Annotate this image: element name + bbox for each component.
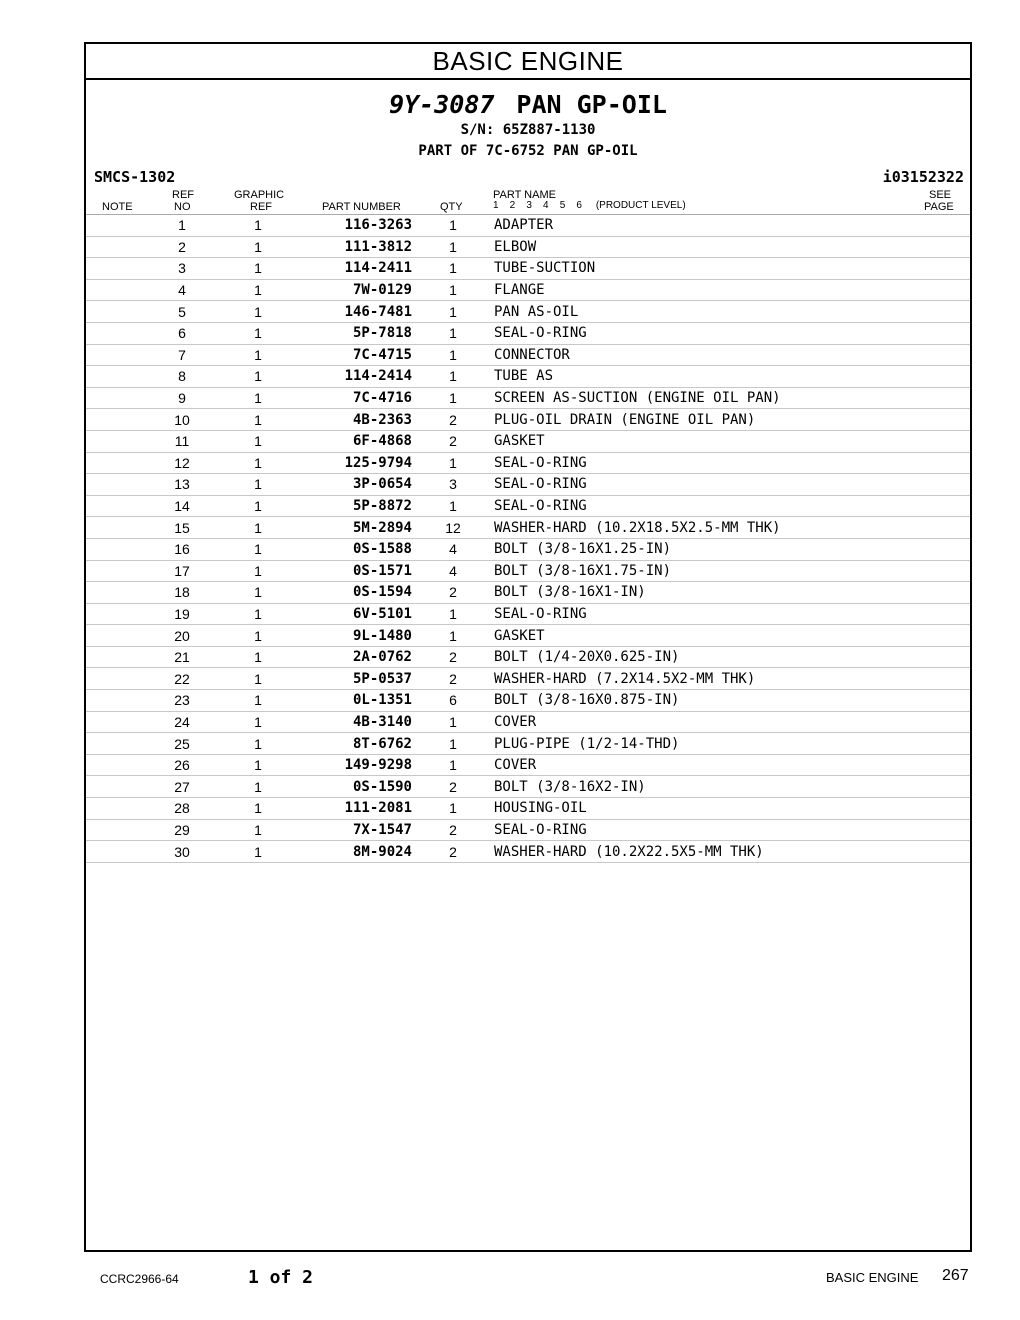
quantity: 2 bbox=[412, 668, 494, 690]
part-name: COVER bbox=[494, 711, 910, 733]
note-cell bbox=[86, 322, 150, 344]
quantity: 1 bbox=[412, 279, 494, 301]
quantity: 1 bbox=[412, 301, 494, 323]
graphic-ref: 1 bbox=[214, 690, 302, 712]
part-number: 9L-1480 bbox=[302, 625, 412, 647]
part-number: 7X-1547 bbox=[302, 819, 412, 841]
ref-number: 11 bbox=[150, 430, 214, 452]
part-name: SEAL-O-RING bbox=[494, 322, 910, 344]
note-cell bbox=[86, 366, 150, 388]
part-number: 5P-7818 bbox=[302, 322, 412, 344]
table-row bbox=[86, 344, 970, 366]
graphic-ref: 1 bbox=[214, 236, 302, 258]
see-page bbox=[910, 344, 970, 366]
table-row bbox=[86, 495, 970, 517]
part-name: CONNECTOR bbox=[494, 344, 910, 366]
part-number: 0S-1590 bbox=[302, 776, 412, 798]
part-name: BOLT (3/8-16X1.75-IN) bbox=[494, 560, 910, 582]
part-name: PLUG-OIL DRAIN (ENGINE OIL PAN) bbox=[494, 409, 910, 431]
group-name: PAN GP-OIL bbox=[516, 90, 667, 119]
see-page bbox=[910, 452, 970, 474]
graphic-ref: 1 bbox=[214, 409, 302, 431]
see-page bbox=[910, 366, 970, 388]
see-page bbox=[910, 301, 970, 323]
quantity: 2 bbox=[412, 646, 494, 668]
graphic-ref: 1 bbox=[214, 625, 302, 647]
part-number: 6F-4868 bbox=[302, 430, 412, 452]
quantity: 2 bbox=[412, 582, 494, 604]
ref-number: 1 bbox=[150, 215, 214, 236]
note-cell bbox=[86, 344, 150, 366]
see-page bbox=[910, 776, 970, 798]
ref-number: 24 bbox=[150, 711, 214, 733]
ref-number: 14 bbox=[150, 495, 214, 517]
ref-number: 30 bbox=[150, 841, 214, 863]
part-number: 5P-8872 bbox=[302, 495, 412, 517]
part-name: PLUG-PIPE (1/2-14-THD) bbox=[494, 733, 910, 755]
note-cell bbox=[86, 560, 150, 582]
part-name: SEAL-O-RING bbox=[494, 603, 910, 625]
see-page bbox=[910, 322, 970, 344]
group-number: 9Y-3087 bbox=[389, 90, 495, 119]
part-name: SEAL-O-RING bbox=[494, 819, 910, 841]
parts-page-frame bbox=[84, 42, 972, 1252]
table-row bbox=[86, 798, 970, 820]
graphic-ref: 1 bbox=[214, 819, 302, 841]
quantity: 1 bbox=[412, 625, 494, 647]
part-number: 0S-1594 bbox=[302, 582, 412, 604]
page-footer bbox=[0, 1260, 1020, 1300]
quantity: 1 bbox=[412, 495, 494, 517]
quantity: 1 bbox=[412, 387, 494, 409]
graphic-ref: 1 bbox=[214, 430, 302, 452]
graphic-ref: 1 bbox=[214, 344, 302, 366]
note-cell bbox=[86, 668, 150, 690]
note-cell bbox=[86, 452, 150, 474]
quantity: 1 bbox=[412, 711, 494, 733]
quantity: 2 bbox=[412, 409, 494, 431]
table-row bbox=[86, 301, 970, 323]
part-of-line: PART OF 7C-6752 PAN GP-OIL bbox=[418, 143, 638, 159]
note-cell bbox=[86, 538, 150, 560]
ref-number: 26 bbox=[150, 754, 214, 776]
note-cell bbox=[86, 517, 150, 539]
quantity: 1 bbox=[412, 733, 494, 755]
parts-table bbox=[86, 215, 970, 863]
part-name: TUBE AS bbox=[494, 366, 910, 388]
quantity: 1 bbox=[412, 452, 494, 474]
graphic-ref: 1 bbox=[214, 560, 302, 582]
part-number: 0S-1571 bbox=[302, 560, 412, 582]
see-page bbox=[910, 733, 970, 755]
table-row bbox=[86, 776, 970, 798]
note-cell bbox=[86, 301, 150, 323]
part-name: BOLT (3/8-16X1.25-IN) bbox=[494, 538, 910, 560]
note-cell bbox=[86, 841, 150, 863]
ref-number: 15 bbox=[150, 517, 214, 539]
see-page bbox=[910, 430, 970, 452]
ref-number: 27 bbox=[150, 776, 214, 798]
note-cell bbox=[86, 754, 150, 776]
see-page bbox=[910, 560, 970, 582]
part-number: 114-2414 bbox=[302, 366, 412, 388]
part-name: GASKET bbox=[494, 430, 910, 452]
note-cell bbox=[86, 798, 150, 820]
graphic-ref: 1 bbox=[214, 474, 302, 496]
part-number: 8T-6762 bbox=[302, 733, 412, 755]
see-page bbox=[910, 215, 970, 236]
part-number: 5P-0537 bbox=[302, 668, 412, 690]
ref-number: 9 bbox=[150, 387, 214, 409]
note-cell bbox=[86, 279, 150, 301]
part-name: HOUSING-OIL bbox=[494, 798, 910, 820]
part-number: 146-7481 bbox=[302, 301, 412, 323]
note-cell bbox=[86, 733, 150, 755]
part-name: SEAL-O-RING bbox=[494, 495, 910, 517]
part-name: GASKET bbox=[494, 625, 910, 647]
part-name: PAN AS-OIL bbox=[494, 301, 910, 323]
table-row bbox=[86, 690, 970, 712]
see-page bbox=[910, 517, 970, 539]
graphic-ref: 1 bbox=[214, 776, 302, 798]
ref-number: 23 bbox=[150, 690, 214, 712]
graphic-ref: 1 bbox=[214, 322, 302, 344]
part-name: BOLT (3/8-16X0.875-IN) bbox=[494, 690, 910, 712]
quantity: 1 bbox=[412, 603, 494, 625]
part-number: 116-3263 bbox=[302, 215, 412, 236]
see-page bbox=[910, 603, 970, 625]
part-name: COVER bbox=[494, 754, 910, 776]
header-see-bottom: PAGE bbox=[924, 201, 954, 213]
part-name: BOLT (1/4-20X0.625-IN) bbox=[494, 646, 910, 668]
see-page bbox=[910, 798, 970, 820]
graphic-ref: 1 bbox=[214, 603, 302, 625]
table-row bbox=[86, 474, 970, 496]
graphic-ref: 1 bbox=[214, 279, 302, 301]
ref-number: 19 bbox=[150, 603, 214, 625]
note-cell bbox=[86, 387, 150, 409]
part-name: WASHER-HARD (10.2X18.5X2.5-MM THK) bbox=[494, 517, 910, 539]
graphic-ref: 1 bbox=[214, 452, 302, 474]
graphic-ref: 1 bbox=[214, 798, 302, 820]
table-row bbox=[86, 754, 970, 776]
group-title-line bbox=[86, 90, 970, 120]
see-page bbox=[910, 258, 970, 280]
quantity: 1 bbox=[412, 215, 494, 236]
ref-number: 2 bbox=[150, 236, 214, 258]
ref-number: 29 bbox=[150, 819, 214, 841]
part-number: 0S-1588 bbox=[302, 538, 412, 560]
footer-document-code: CCRC2966-64 bbox=[100, 1272, 179, 1286]
part-name: TUBE-SUCTION bbox=[494, 258, 910, 280]
quantity: 2 bbox=[412, 776, 494, 798]
header-see-top: SEE bbox=[929, 189, 952, 201]
table-row bbox=[86, 538, 970, 560]
see-page bbox=[910, 495, 970, 517]
quantity: 2 bbox=[412, 841, 494, 863]
part-number: 0L-1351 bbox=[302, 690, 412, 712]
quantity: 1 bbox=[412, 798, 494, 820]
graphic-ref: 1 bbox=[214, 582, 302, 604]
ref-number: 3 bbox=[150, 258, 214, 280]
note-cell bbox=[86, 236, 150, 258]
part-number: 149-9298 bbox=[302, 754, 412, 776]
see-page bbox=[910, 582, 970, 604]
footer-page-of: 1 of 2 bbox=[248, 1267, 314, 1288]
header-graphic-bottom: REF bbox=[250, 201, 272, 213]
part-number: 7W-0129 bbox=[302, 279, 412, 301]
part-number: 114-2411 bbox=[302, 258, 412, 280]
parts-table-body bbox=[86, 215, 970, 862]
see-page bbox=[910, 387, 970, 409]
note-cell bbox=[86, 582, 150, 604]
footer-section-name: BASIC ENGINE bbox=[826, 1270, 919, 1285]
table-row bbox=[86, 452, 970, 474]
quantity: 1 bbox=[412, 258, 494, 280]
see-page bbox=[910, 711, 970, 733]
part-name: BOLT (3/8-16X1-IN) bbox=[494, 582, 910, 604]
header-graphic-top: GRAPHIC bbox=[234, 189, 285, 201]
see-page bbox=[910, 474, 970, 496]
quantity: 1 bbox=[412, 236, 494, 258]
ref-number: 7 bbox=[150, 344, 214, 366]
graphic-ref: 1 bbox=[214, 215, 302, 236]
graphic-ref: 1 bbox=[214, 668, 302, 690]
part-name: SEAL-O-RING bbox=[494, 474, 910, 496]
table-row bbox=[86, 711, 970, 733]
table-row bbox=[86, 430, 970, 452]
part-name: WASHER-HARD (7.2X14.5X2-MM THK) bbox=[494, 668, 910, 690]
part-name: SCREEN AS-SUCTION (ENGINE OIL PAN) bbox=[494, 387, 910, 409]
ref-number: 8 bbox=[150, 366, 214, 388]
see-page bbox=[910, 668, 970, 690]
footer-page-number: 267 bbox=[942, 1267, 969, 1284]
part-number: 2A-0762 bbox=[302, 646, 412, 668]
see-page bbox=[910, 646, 970, 668]
ref-number: 10 bbox=[150, 409, 214, 431]
part-number: 6V-5101 bbox=[302, 603, 412, 625]
ref-number: 18 bbox=[150, 582, 214, 604]
column-headers bbox=[86, 188, 970, 215]
see-page bbox=[910, 754, 970, 776]
note-cell bbox=[86, 215, 150, 236]
quantity: 1 bbox=[412, 322, 494, 344]
ref-number: 5 bbox=[150, 301, 214, 323]
ref-number: 22 bbox=[150, 668, 214, 690]
table-row bbox=[86, 215, 970, 236]
part-number: 111-2081 bbox=[302, 798, 412, 820]
header-ref-top: REF bbox=[172, 189, 194, 201]
ref-number: 17 bbox=[150, 560, 214, 582]
part-name: ADAPTER bbox=[494, 215, 910, 236]
quantity: 6 bbox=[412, 690, 494, 712]
table-row bbox=[86, 668, 970, 690]
table-row bbox=[86, 322, 970, 344]
part-name: BOLT (3/8-16X2-IN) bbox=[494, 776, 910, 798]
see-page bbox=[910, 819, 970, 841]
see-page bbox=[910, 690, 970, 712]
ref-number: 6 bbox=[150, 322, 214, 344]
table-row bbox=[86, 733, 970, 755]
note-cell bbox=[86, 603, 150, 625]
table-row bbox=[86, 603, 970, 625]
table-row bbox=[86, 409, 970, 431]
graphic-ref: 1 bbox=[214, 517, 302, 539]
quantity: 2 bbox=[412, 430, 494, 452]
note-cell bbox=[86, 258, 150, 280]
graphic-ref: 1 bbox=[214, 301, 302, 323]
part-name: WASHER-HARD (10.2X22.5X5-MM THK) bbox=[494, 841, 910, 863]
graphic-ref: 1 bbox=[214, 754, 302, 776]
quantity: 4 bbox=[412, 560, 494, 582]
document-id: i03152322 bbox=[882, 168, 964, 186]
table-row bbox=[86, 625, 970, 647]
see-page bbox=[910, 279, 970, 301]
group-heading bbox=[86, 80, 970, 162]
table-row bbox=[86, 582, 970, 604]
note-cell bbox=[86, 625, 150, 647]
part-number: 125-9794 bbox=[302, 452, 412, 474]
part-number: 7C-4716 bbox=[302, 387, 412, 409]
header-part-name: PART NAME bbox=[493, 189, 556, 201]
graphic-ref: 1 bbox=[214, 538, 302, 560]
see-page bbox=[910, 538, 970, 560]
part-number: 3P-0654 bbox=[302, 474, 412, 496]
part-number: 7C-4715 bbox=[302, 344, 412, 366]
ref-number: 13 bbox=[150, 474, 214, 496]
ref-number: 20 bbox=[150, 625, 214, 647]
graphic-ref: 1 bbox=[214, 387, 302, 409]
table-row bbox=[86, 279, 970, 301]
see-page bbox=[910, 236, 970, 258]
part-number: 111-3812 bbox=[302, 236, 412, 258]
part-number: 8M-9024 bbox=[302, 841, 412, 863]
header-ref-bottom: NO bbox=[174, 201, 191, 213]
graphic-ref: 1 bbox=[214, 841, 302, 863]
note-cell bbox=[86, 711, 150, 733]
graphic-ref: 1 bbox=[214, 495, 302, 517]
ref-number: 16 bbox=[150, 538, 214, 560]
part-number: 4B-3140 bbox=[302, 711, 412, 733]
quantity: 1 bbox=[412, 344, 494, 366]
note-cell bbox=[86, 474, 150, 496]
table-row bbox=[86, 560, 970, 582]
part-name: ELBOW bbox=[494, 236, 910, 258]
table-row bbox=[86, 841, 970, 863]
table-row bbox=[86, 646, 970, 668]
header-part-number: PART NUMBER bbox=[322, 201, 401, 213]
part-number: 5M-2894 bbox=[302, 517, 412, 539]
see-page bbox=[910, 841, 970, 863]
see-page bbox=[910, 625, 970, 647]
serial-number: S/N: 65Z887-1130 bbox=[460, 122, 596, 138]
table-row bbox=[86, 258, 970, 280]
section-title: BASIC ENGINE bbox=[86, 44, 970, 80]
table-row bbox=[86, 517, 970, 539]
part-name: SEAL-O-RING bbox=[494, 452, 910, 474]
note-cell bbox=[86, 819, 150, 841]
graphic-ref: 1 bbox=[214, 646, 302, 668]
header-qty: QTY bbox=[440, 201, 463, 213]
table-row bbox=[86, 819, 970, 841]
header-note: NOTE bbox=[102, 201, 133, 213]
graphic-ref: 1 bbox=[214, 258, 302, 280]
quantity: 1 bbox=[412, 754, 494, 776]
ref-number: 12 bbox=[150, 452, 214, 474]
table-row bbox=[86, 236, 970, 258]
meta-row bbox=[86, 168, 970, 188]
quantity: 4 bbox=[412, 538, 494, 560]
table-row bbox=[86, 387, 970, 409]
part-name: FLANGE bbox=[494, 279, 910, 301]
part-number: 4B-2363 bbox=[302, 409, 412, 431]
note-cell bbox=[86, 495, 150, 517]
graphic-ref: 1 bbox=[214, 733, 302, 755]
note-cell bbox=[86, 646, 150, 668]
note-cell bbox=[86, 690, 150, 712]
quantity: 2 bbox=[412, 819, 494, 841]
see-page bbox=[910, 409, 970, 431]
ref-number: 4 bbox=[150, 279, 214, 301]
header-product-levels: 1 2 3 4 5 6 (PRODUCT LEVEL) bbox=[493, 200, 686, 211]
ref-number: 25 bbox=[150, 733, 214, 755]
graphic-ref: 1 bbox=[214, 366, 302, 388]
smcs-code: SMCS-1302 bbox=[94, 168, 176, 186]
note-cell bbox=[86, 409, 150, 431]
table-row bbox=[86, 366, 970, 388]
quantity: 3 bbox=[412, 474, 494, 496]
ref-number: 21 bbox=[150, 646, 214, 668]
ref-number: 28 bbox=[150, 798, 214, 820]
note-cell bbox=[86, 776, 150, 798]
quantity: 1 bbox=[412, 366, 494, 388]
graphic-ref: 1 bbox=[214, 711, 302, 733]
note-cell bbox=[86, 430, 150, 452]
quantity: 12 bbox=[412, 517, 494, 539]
